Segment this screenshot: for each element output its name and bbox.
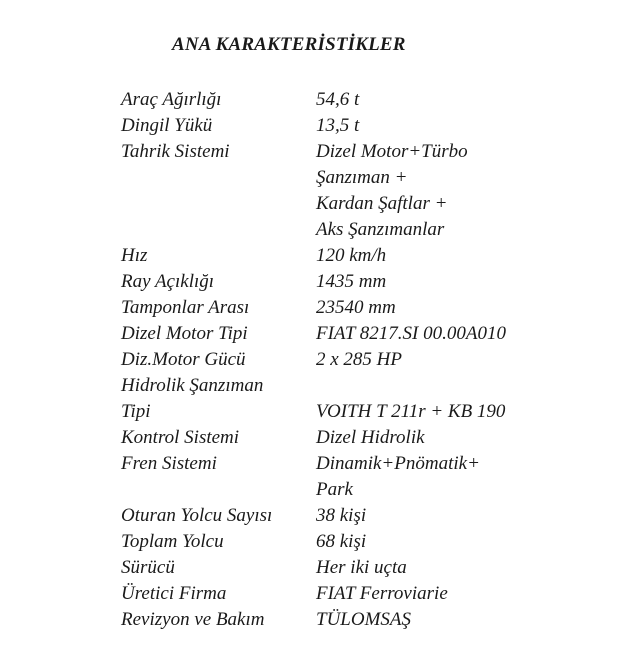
spec-label: Revizyon ve Bakım	[121, 609, 265, 630]
spec-values	[316, 295, 601, 321]
spec-value: Park	[316, 479, 353, 500]
spec-row	[121, 321, 601, 347]
spec-row	[121, 87, 601, 113]
spec-value: VOITH T 211r + KB 190	[316, 401, 506, 422]
spec-value: FIAT 8217.SI 00.00A010	[316, 323, 506, 344]
spec-label: Araç Ağırlığı	[121, 89, 222, 110]
spec-values	[316, 555, 601, 581]
spec-label: Tipi	[121, 401, 151, 422]
spec-values	[316, 139, 601, 243]
spec-label: Fren Sistemi	[121, 453, 217, 474]
spec-values	[316, 373, 601, 399]
spec-label: Dingil Yükü	[121, 115, 213, 136]
spec-label: Dizel Motor Tipi	[121, 323, 248, 344]
spec-value: FIAT Ferroviarie	[316, 583, 448, 604]
spec-row	[121, 607, 601, 633]
spec-label: Sürücü	[121, 557, 175, 578]
spec-value: 54,6 t	[316, 89, 360, 110]
spec-row	[121, 139, 601, 243]
spec-label: Diz.Motor Gücü	[121, 349, 246, 370]
spec-value: 68 kişi	[316, 531, 367, 552]
spec-value: Kardan Şaftlar +	[316, 193, 448, 214]
spec-table	[121, 87, 601, 633]
spec-row	[121, 425, 601, 451]
spec-row	[121, 113, 601, 139]
spec-value	[316, 373, 601, 399]
spec-label: Kontrol Sistemi	[121, 427, 240, 448]
spec-values	[316, 399, 601, 425]
page-title: ANA KARAKTERİSTİKLER	[172, 34, 406, 55]
spec-value: 1435 mm	[316, 271, 387, 292]
spec-values	[316, 425, 601, 451]
spec-row	[121, 503, 601, 529]
spec-row	[121, 581, 601, 607]
spec-values	[316, 503, 601, 529]
spec-values	[316, 321, 601, 347]
spec-row	[121, 399, 601, 425]
spec-value: TÜLOMSAŞ	[316, 609, 412, 630]
spec-value: 13,5 t	[316, 115, 360, 136]
spec-row	[121, 373, 601, 399]
spec-label: Tahrik Sistemi	[121, 141, 230, 162]
spec-label: Oturan Yolcu Sayısı	[121, 505, 273, 526]
spec-values	[316, 529, 601, 555]
spec-row	[121, 347, 601, 373]
spec-value: Dizel Hidrolik	[316, 427, 425, 448]
spec-value: 38 kişi	[316, 505, 367, 526]
spec-row	[121, 529, 601, 555]
spec-row	[121, 243, 601, 269]
spec-value: Aks Şanzımanlar	[316, 219, 445, 240]
spec-row	[121, 555, 601, 581]
spec-label: Tamponlar Arası	[121, 297, 250, 318]
spec-values	[316, 607, 601, 633]
spec-label: Hidrolik Şanzıman	[121, 375, 264, 396]
spec-values	[316, 581, 601, 607]
spec-values	[316, 87, 601, 113]
spec-values	[316, 243, 601, 269]
spec-row	[121, 451, 601, 503]
spec-label: Ray Açıklığı	[121, 271, 215, 292]
spec-label: Üretici Firma	[121, 583, 227, 604]
spec-value: Her iki uçta	[316, 557, 407, 578]
spec-row	[121, 295, 601, 321]
spec-value: Dinamik+Pnömatik+	[316, 453, 480, 474]
spec-value: 2 x 285 HP	[316, 349, 403, 370]
spec-value: 23540 mm	[316, 297, 396, 318]
spec-value: 120 km/h	[316, 245, 387, 266]
spec-label: Hız	[121, 245, 148, 266]
spec-value: Şanzıman +	[316, 167, 408, 188]
spec-values	[316, 269, 601, 295]
spec-label: Toplam Yolcu	[121, 531, 224, 552]
spec-value: Dizel Motor+Türbo	[316, 141, 468, 162]
spec-values	[316, 451, 601, 503]
spec-values	[316, 347, 601, 373]
spec-row	[121, 269, 601, 295]
spec-values	[316, 113, 601, 139]
